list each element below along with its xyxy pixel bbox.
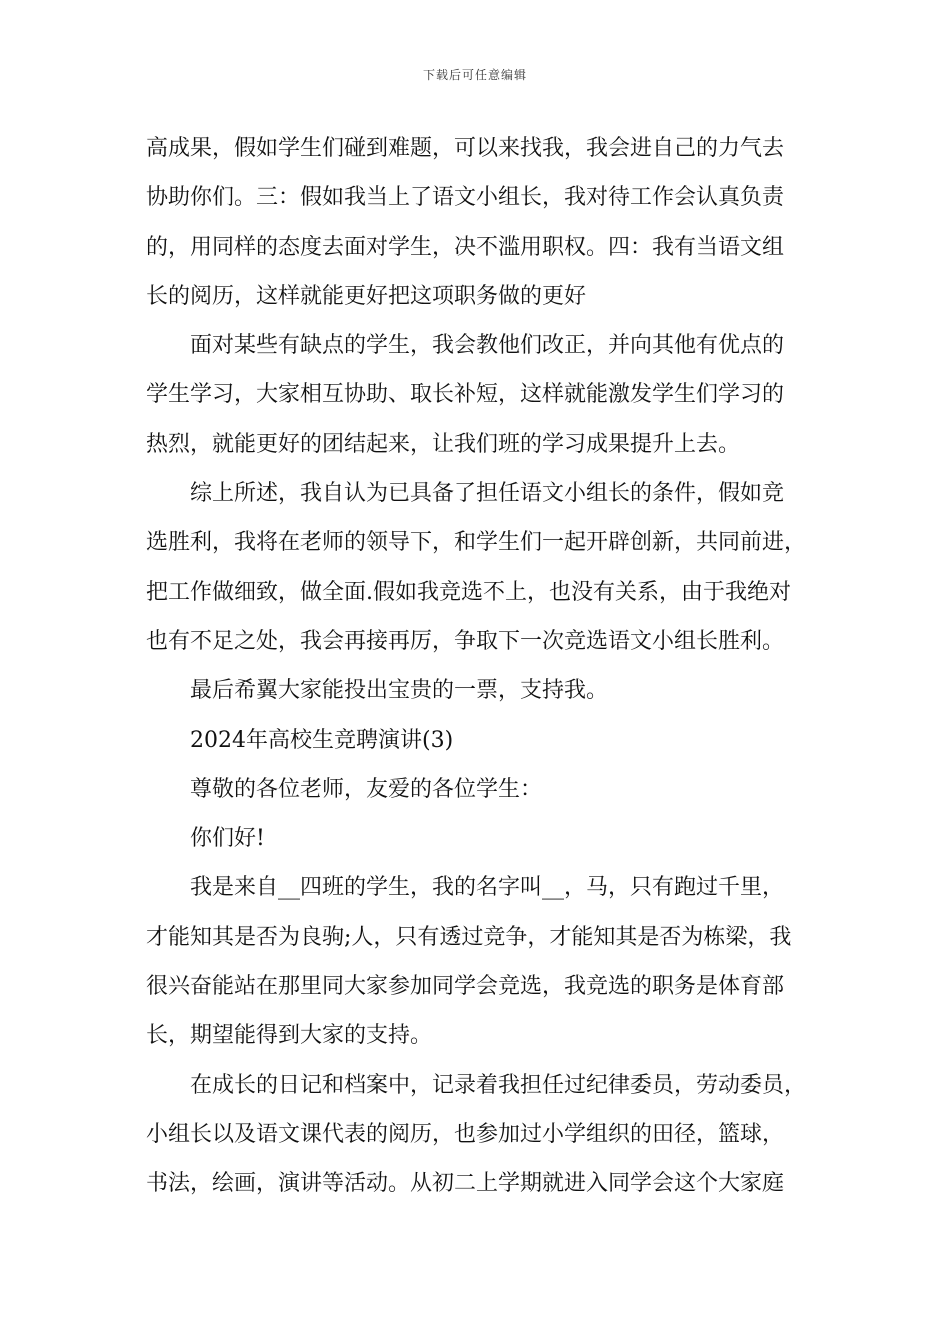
text-line: 高成果，假如学生们碰到难题，可以来找我，我会进自己的力气去 [146, 136, 785, 161]
text-line: 综上所述，我自认为已具备了担任语文小组长的条件，假如竞 [190, 481, 785, 507]
text-line: 你们好! [190, 826, 265, 852]
text-line: 尊敬的各位老师，友爱的各位学生： [190, 776, 543, 802]
text-line: 长的阅历，这样就能更好把这项职务做的更好 [146, 283, 587, 309]
text-line: 我是来自__四班的学生，我的名字叫__，马，只有跑过千里， [190, 875, 785, 901]
page-header: 下载后可任意编辑 [422, 68, 527, 82]
text-line: 面对某些有缺点的学生，我会教他们改正，并向其他有优点的 [190, 333, 785, 359]
section-heading: 2024年高校生竞聘演讲(3) [190, 727, 454, 753]
document-body [146, 124, 826, 1209]
text-line: 书法，绘画，演讲等活动。从初二上学期就进入同学会这个大家庭 [146, 1171, 785, 1197]
text-line: 热烈，就能更好的团结起来，让我们班的学习成果提升上去。 [146, 431, 741, 457]
text-line: 选胜利，我将在老师的领导下，和学生们一起开辟创新，共同前进， [146, 530, 807, 556]
text-line: 长，期望能得到大家的支持。 [146, 1023, 433, 1049]
text-line: 在成长的日记和档案中，记录着我担任过纪律委员，劳动委员， [190, 1072, 807, 1098]
text-line: 把工作做细致，做全面.假如我竞选不上，也没有关系，由于我绝对 [146, 579, 791, 605]
text-line: 才能知其是否为良驹;人，只有透过竞争，才能知其是否为栋梁，我 [146, 924, 792, 950]
text-line: 也有不足之处，我会再接再厉，争取下一次竞选语文小组长胜利。 [146, 628, 785, 654]
text-line: 最后希翼大家能投出宝贵的一票，支持我。 [190, 678, 609, 704]
text-line: 的，用同样的态度去面对学生，决不滥用职权。四：我有当语文组 [146, 234, 785, 260]
text-line: 小组长以及语文课代表的阅历，也参加过小学组织的田径，篮球， [146, 1121, 785, 1147]
text-line: 很兴奋能站在那里同大家参加同学会竞选，我竞选的职务是体育部 [146, 974, 785, 1000]
text-line: 学生学习，大家相互协助、取长补短，这样就能激发学生们学习的 [146, 382, 785, 408]
text-line: 协助你们。三：假如我当上了语文小组长，我对待工作会认真负责 [146, 185, 785, 211]
